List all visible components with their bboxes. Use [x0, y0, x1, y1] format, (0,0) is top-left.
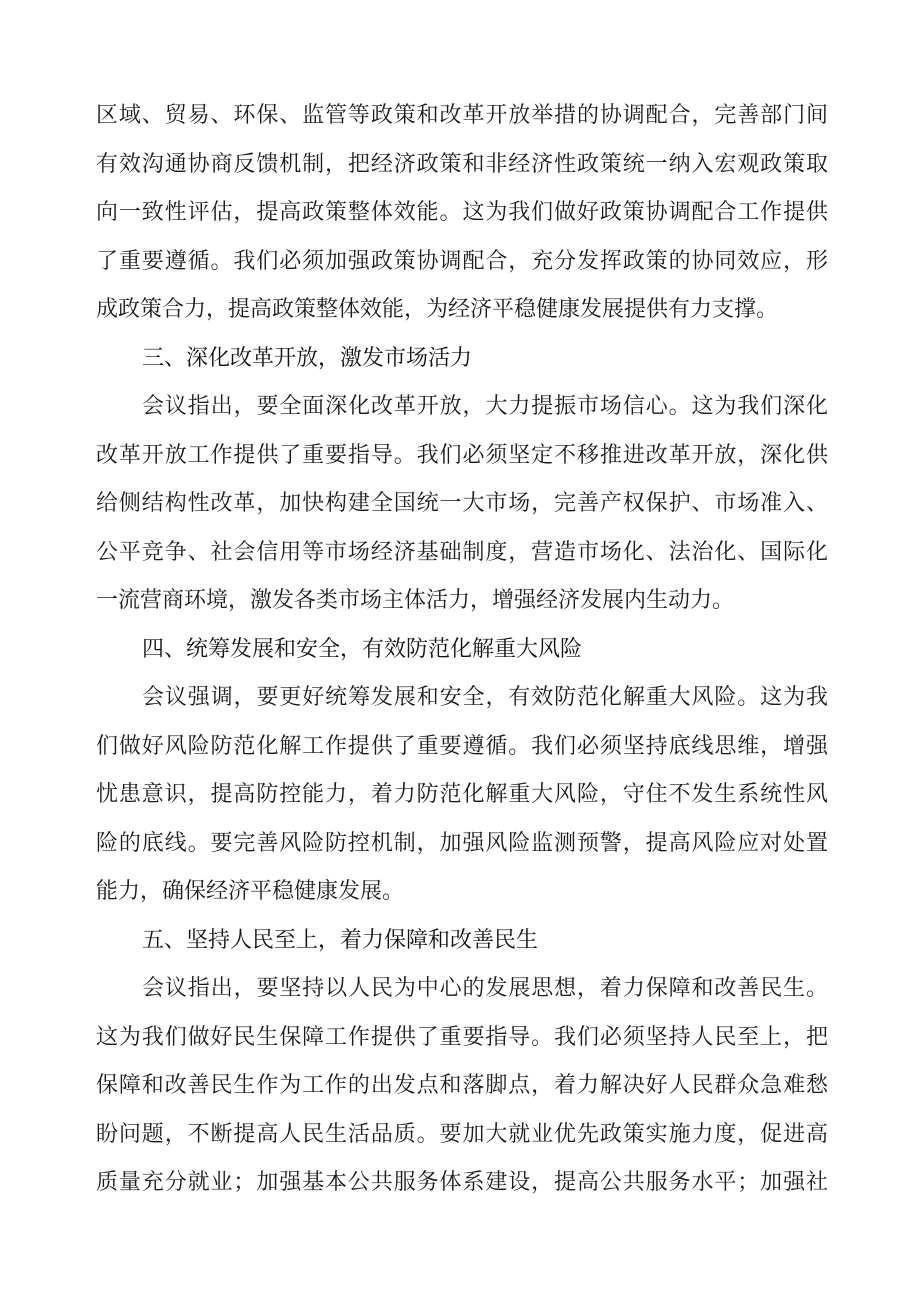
paragraph-line: 质量充分就业；加强基本公共服务体系建设，提高公共服务水平；加强社: [96, 1170, 828, 1195]
paragraph-line: 向一致性评估，提高政策整体效能。这为我们做好政策协调配合工作提供: [96, 200, 828, 225]
paragraph-line: 们做好风险防范化解工作提供了重要遵循。我们必须坚持底线思维，增强: [96, 733, 828, 759]
document-page: [96, 92, 828, 1208]
paragraph-line: 给侧结构性改革，加快构建全国统一大市场，完善产权保护、市场准入、: [96, 491, 828, 516]
section-5: [96, 917, 828, 1208]
section-4: [96, 626, 828, 917]
paragraph-line: 会议强调，要更好统筹发展和安全，有效防范化解重大风险。这为我: [142, 685, 828, 710]
section-heading: 五、坚持人民至上，着力保障和改善民生: [142, 927, 539, 953]
paragraph-line: 改革开放工作提供了重要指导。我们必须坚定不移推进改革开放，深化供: [96, 442, 828, 468]
paragraph-line: 公平竞争、社会信用等市场经济基础制度，营造市场化、法治化、国际化: [96, 539, 828, 565]
paragraph-line: 一流营商环境，激发各类市场主体活力，增强经济发展内生动力。: [96, 588, 735, 613]
section-heading: 四、统筹发展和安全，有效防范化解重大风险: [142, 636, 583, 662]
paragraph-line: 盼问题，不断提高人民生活品质。要加大就业优先政策实施力度，促进高: [96, 1121, 828, 1147]
paragraph-line: 会议指出，要全面深化改革开放，大力提振市场信心。这为我们深化: [142, 394, 828, 419]
section-3: [96, 335, 828, 626]
paragraph-line: 保障和改善民生作为工作的出发点和落脚点，着力解决好人民群众急难愁: [96, 1073, 828, 1098]
paragraph-line: 了重要遵循。我们必须加强政策协调配合，充分发挥政策的协同效应，形: [96, 248, 828, 274]
paragraph-line: 忧患意识，提高防控能力，着力防范化解重大风险，守住不发生系统性风: [96, 782, 828, 807]
paragraph-line: 会议指出，要坚持以人民为中心的发展思想，着力保障和改善民生。: [142, 976, 828, 1001]
paragraph-line: 成政策合力，提高政策整体效能，为经济平稳健康发展提供有力支撑。: [96, 297, 779, 322]
paragraph-line: 险的底线。要完善风险防控机制，加强风险监测预警，提高风险应对处置: [96, 830, 828, 856]
paragraph-line: 这为我们做好民生保障工作提供了重要指导。我们必须坚持人民至上，把: [96, 1024, 828, 1050]
paragraph-line: 有效沟通协商反馈机制，把经济政策和非经济性政策统一纳入宏观政策取: [96, 151, 828, 177]
paragraph-line: 区域、贸易、环保、监管等政策和改革开放举措的协调配合，完善部门间: [96, 103, 828, 128]
continuation-paragraph: [96, 92, 828, 335]
paragraph-line: 能力，确保经济平稳健康发展。: [96, 879, 405, 904]
section-heading: 三、深化改革开放，激发市场活力: [142, 345, 473, 371]
